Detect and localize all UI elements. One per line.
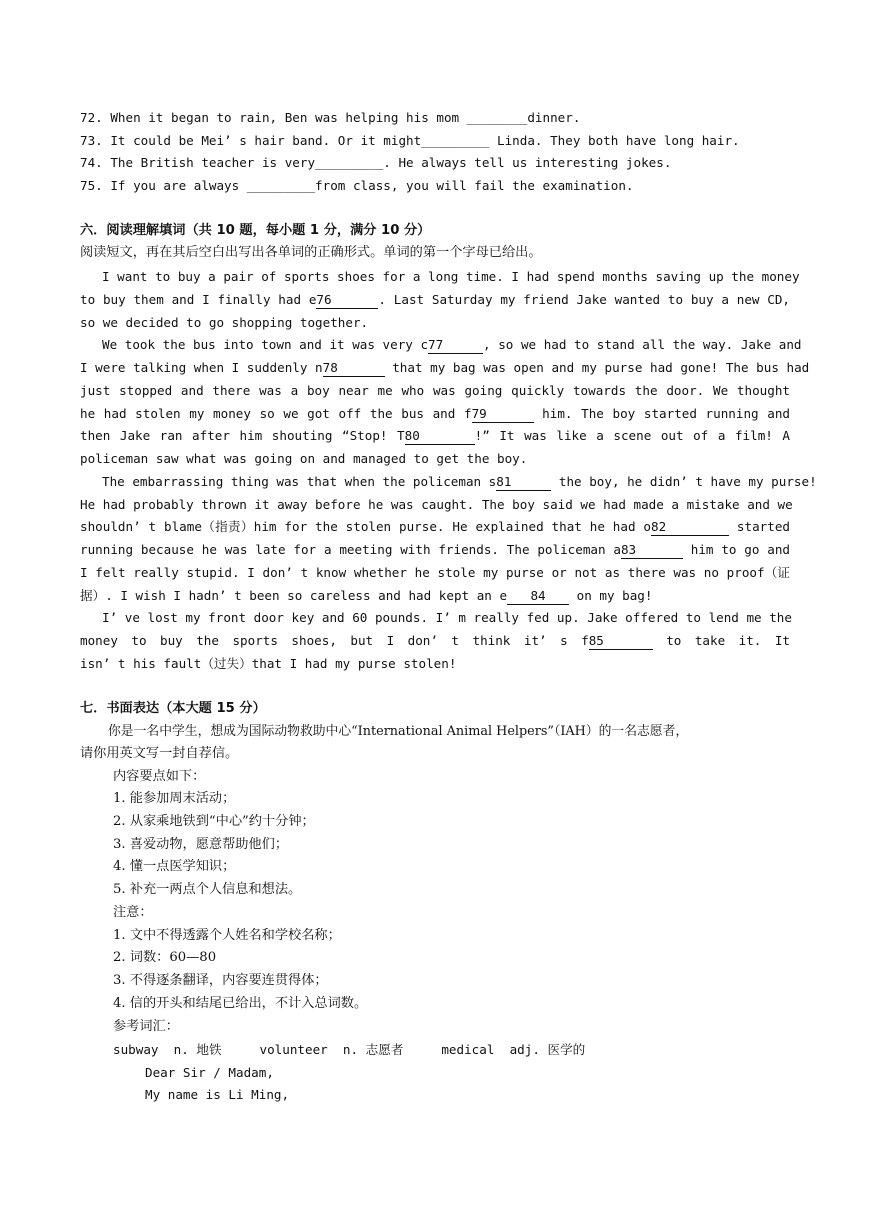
passage-text: !” It was like a scene out of a film! A — [474, 428, 791, 443]
point-item: 5. 补充一两点个人信息和想法。 — [113, 882, 302, 897]
blank-83[interactable]: 83 — [621, 542, 683, 559]
section-7-title: 七．书面表达（本大题 15 分） — [80, 701, 266, 716]
blank-79[interactable]: 79 — [472, 406, 534, 423]
passage-line: I’ ve lost my front door key and 60 pounds. I’ m really fed up. Jake offered to lend me the — [102, 610, 792, 625]
note-item: 2. 词数：60—80 — [113, 950, 217, 965]
passage-line — [80, 425, 790, 447]
passage-text: I were talking when I suddenly n — [80, 360, 323, 375]
notes-title: 注意： — [113, 905, 153, 920]
passage-text: that my bag was open and my purse had gone! The bus had — [384, 360, 810, 375]
passage-line — [80, 334, 802, 356]
passage-text: shouldn’ t blame（指责）him for the stolen purse. He explained that he had o — [80, 519, 652, 534]
passage-line — [80, 539, 790, 561]
passage-line: isn’ t his fault（过失）that I had my purse stolen! — [80, 656, 457, 671]
letter-opening: My name is Li Ming, — [145, 1087, 290, 1102]
passage-line — [80, 357, 810, 379]
passage-line — [80, 403, 790, 425]
blank-84[interactable]: 84 — [507, 588, 569, 605]
passage-line: so we decided to go shopping together. — [80, 315, 369, 330]
blank-85[interactable]: 85 — [589, 633, 653, 650]
passage-line — [80, 630, 790, 652]
passage-line: I want to buy a pair of sports shoes for a long time. I had spend months saving up the money — [102, 269, 800, 284]
points-title: 内容要点如下： — [113, 769, 206, 784]
passage-text: . Last Saturday my friend Jake wanted to buy a new CD, — [378, 292, 791, 307]
section-6-title: 六．阅读理解填词（共 10 题，每小题 1 分，满分 10 分） — [80, 223, 431, 238]
blank-82[interactable]: 82 — [651, 519, 729, 536]
question-75: 75. If you are always _________from class, you will fail the examination. — [80, 178, 634, 193]
note-item: 3. 不得逐条翻译，内容要连贯得体； — [113, 973, 328, 988]
point-item: 2. 从家乘地铁到“中心”约十分钟； — [113, 814, 315, 829]
point-item: 3. 喜爱动物，愿意帮助他们； — [113, 837, 289, 852]
passage-line: just stopped and there was a boy near me who was going quickly towards the door. We thought — [80, 383, 790, 398]
passage-line: policeman saw what was going on and managed to get the boy. — [80, 451, 528, 466]
passage-text: 据）. I wish I hadn’ t been so careless and had kept an e — [80, 588, 508, 603]
passage-text: running because he was late for a meeting with friends. The policeman a — [80, 542, 621, 557]
passage-line — [80, 585, 790, 607]
passage-text: the boy, he didn’ t have my purse! — [551, 474, 817, 489]
passage-text: started — [729, 519, 790, 534]
point-item: 4. 懂一点医学知识； — [113, 859, 236, 874]
passage-line — [80, 289, 790, 311]
point-item: 1. 能参加周末活动； — [113, 791, 236, 806]
blank-80[interactable]: 80 — [405, 428, 475, 445]
passage-text: to buy them and I finally had e — [80, 292, 317, 307]
passage-text: him. The boy started running and — [533, 406, 790, 421]
vocab-list: subway n. 地铁 volunteer n. 志愿者 medical adj. 医学的 — [113, 1042, 586, 1057]
writing-prompt: 请你用英文写一封自荐信。 — [80, 746, 239, 761]
question-73: 73. It could be Mei’ s hair band. Or it might_________ Linda. They both have long hair. — [80, 133, 740, 148]
passage-text: money to buy the sports shoes, but I don’ t think it’ s f — [80, 633, 589, 648]
passage-line — [80, 471, 817, 493]
letter-greeting: Dear Sir / Madam, — [145, 1065, 274, 1080]
passage-text: him to go and — [682, 542, 790, 557]
passage-line: He had probably thrown it away before he was caught. The boy said we had made a mistake and we — [80, 497, 793, 512]
note-item: 4. 信的开头和结尾已给出，不计入总词数。 — [113, 996, 368, 1011]
vocab-title: 参考词汇： — [113, 1019, 179, 1034]
writing-prompt: 你是一名中学生，想成为国际动物救助中心“International Animal Helpers”（IAH）的一名志愿者， — [108, 724, 689, 739]
passage-text: The embarrassing thing was that when the policeman s — [102, 474, 497, 489]
question-72: 72. When it began to rain, Ben was helping his mom ________dinner. — [80, 110, 581, 125]
section-6-instruction: 阅读短文，再在其后空白出写出各单词的正确形式。单词的第一个字母已给出。 — [80, 245, 542, 260]
passage-line — [80, 516, 790, 538]
passage-text: to take it. It — [652, 633, 790, 648]
passage-text: then Jake ran after him shouting “Stop! T — [80, 428, 405, 443]
blank-76[interactable]: 76 — [316, 292, 378, 309]
blank-77[interactable]: 77 — [428, 337, 483, 354]
note-item: 1. 文中不得透露个人姓名和学校名称； — [113, 928, 341, 943]
passage-text: We took the bus into town and it was very c — [102, 337, 429, 352]
question-74: 74. The British teacher is very_________. He always tell us interesting jokes. — [80, 155, 672, 170]
blank-81[interactable]: 81 — [496, 474, 551, 491]
passage-text: on my bag! — [569, 588, 653, 603]
passage-line: I felt really stupid. I don’ t know whether he stole my purse or not as there was no proof（证 — [80, 565, 790, 580]
passage-text: , so we had to stand all the way. Jake and — [483, 337, 802, 352]
blank-78[interactable]: 78 — [323, 360, 385, 377]
passage-text: he had stolen my money so we got off the bus and f — [80, 406, 472, 421]
